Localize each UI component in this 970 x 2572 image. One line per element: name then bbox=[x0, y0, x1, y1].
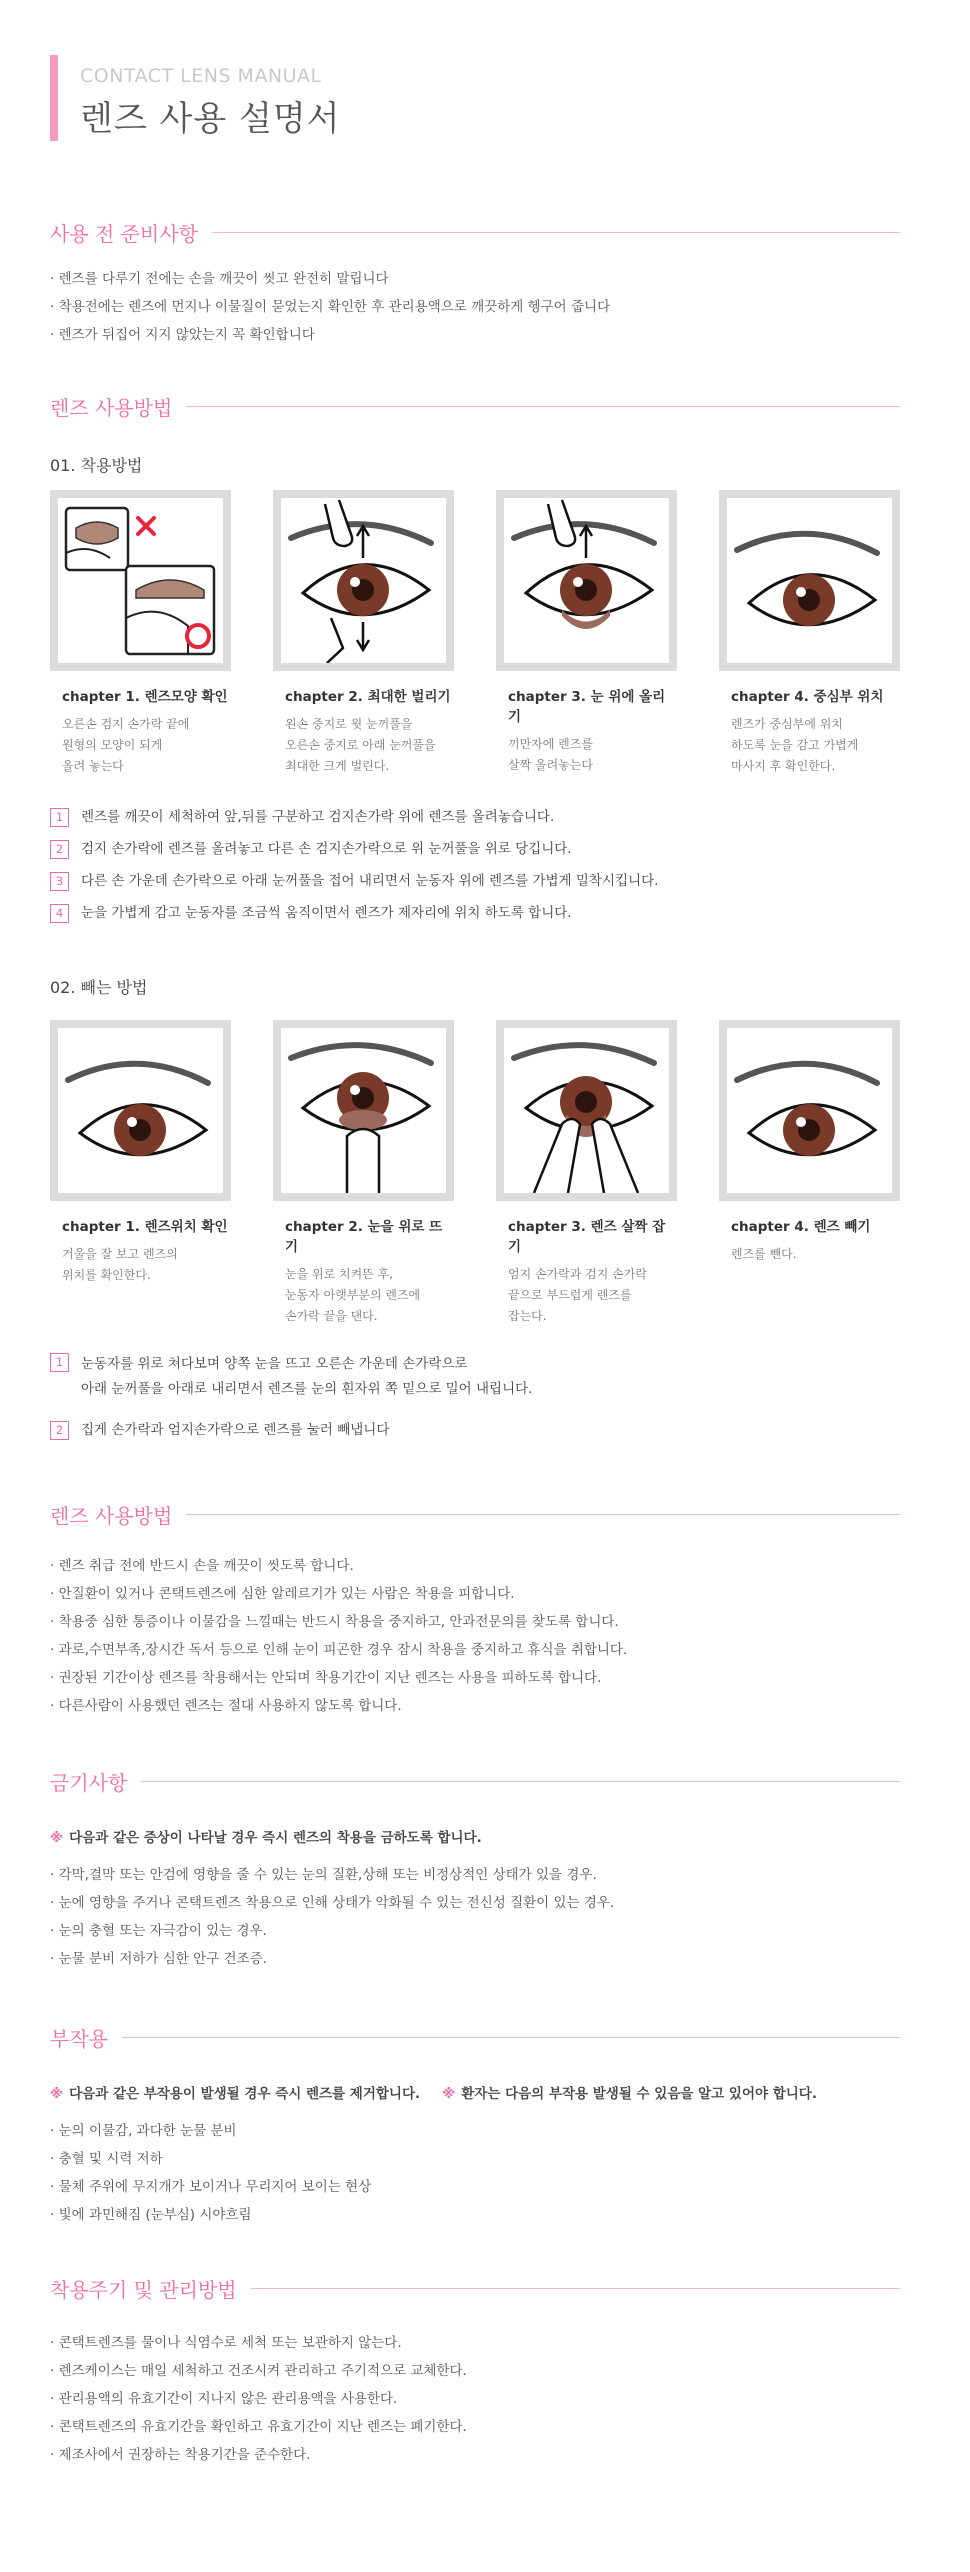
pinch-lens-illustration bbox=[496, 1020, 677, 1201]
list-item: · 눈에 영향을 주거나 콘택트렌즈 착용으로 인해 상태가 악화될 수 있는 전신성 질환이 있는 경우. bbox=[50, 1889, 910, 1917]
lens-on-eye-illustration bbox=[496, 490, 677, 671]
list-item: · 착용중 심한 통증이나 이물감을 느낄때는 반드시 착용을 중지하고, 안과전문의를 찾도록 합니다. bbox=[50, 1608, 910, 1636]
list-item: · 눈물 분비 저하가 심한 안구 건조증. bbox=[50, 1945, 910, 1973]
list-item: · 눈의 이물감, 과다한 눈물 분비 bbox=[50, 2117, 910, 2145]
look-up-illustration bbox=[273, 1020, 454, 1201]
wear-subtitle: 01. 착용방법 bbox=[50, 456, 143, 475]
eye-open-wide-illustration bbox=[273, 490, 454, 671]
list-item: · 제조사에서 권장하는 착용기간을 준수한다. bbox=[50, 2441, 910, 2469]
list-item: · 빛에 과민해짐 (눈부심) 시야흐림 bbox=[50, 2201, 910, 2229]
section-usage2-header bbox=[50, 1500, 900, 1529]
section-usage-title: 렌즈 사용방법 bbox=[50, 396, 173, 420]
list-item: · 렌즈케이스는 매일 세척하고 건조시켜 관리하고 주기적으로 교체한다. bbox=[50, 2357, 910, 2385]
card-desc: 왼손 중지로 윗 눈꺼풀을 오른손 중지로 아래 눈꺼풀을 최대한 크게 벌린다. bbox=[285, 717, 436, 773]
wear-cards bbox=[50, 490, 900, 777]
list-item: · 렌즈 취급 전에 반드시 손을 깨끗이 씻도록 합니다. bbox=[50, 1552, 910, 1580]
section-prohibit-title: 금기사항 bbox=[50, 1771, 128, 1795]
list-item: · 콘택트렌즈의 유효기간을 확인하고 유효기간이 지난 렌즈는 폐기한다. bbox=[50, 2413, 910, 2441]
divider bbox=[251, 2288, 900, 2289]
step-item bbox=[50, 807, 910, 827]
remove-cards bbox=[50, 1020, 900, 1327]
wear-steps bbox=[50, 807, 910, 935]
lens-centered-illustration bbox=[719, 490, 900, 671]
wear-card-3 bbox=[496, 490, 677, 777]
card-desc: 거울을 잘 보고 렌즈의 위치를 확인한다. bbox=[62, 1247, 178, 1282]
side-notice bbox=[50, 2082, 817, 2102]
list-item: · 권장된 기간이상 렌즈를 착용해서는 안되며 착용기간이 지난 렌즈는 사용을 피하도록 합니다. bbox=[50, 1664, 910, 1692]
step-item bbox=[50, 903, 910, 923]
list-item: · 렌즈를 다루기 전에는 손을 깨끗이 씻고 완전히 말립니다 bbox=[50, 265, 910, 293]
section-prep-header bbox=[50, 218, 900, 247]
list-item: · 각막,결막 또는 안검에 영향을 줄 수 있는 눈의 질환,상해 또는 비정상적인 상태가 있을 경우. bbox=[50, 1861, 910, 1889]
list-item: · 렌즈가 뒤집어 지지 않았는지 꼭 확인합니다 bbox=[50, 321, 910, 349]
step-number: 1 bbox=[50, 1353, 69, 1372]
divider bbox=[212, 232, 900, 233]
card-title: chapter 2. 눈을 위로 뜨기 bbox=[285, 1219, 443, 1255]
wear-card-2 bbox=[273, 490, 454, 777]
notice-mark: ※ bbox=[50, 1830, 64, 1846]
lens-position-illustration bbox=[50, 1020, 231, 1201]
section-care-title: 착용주기 및 관리방법 bbox=[50, 2278, 237, 2302]
card-title: chapter 1. 렌즈모양 확인 bbox=[62, 689, 228, 705]
wear-card-1 bbox=[50, 490, 231, 777]
step-number: 4 bbox=[50, 904, 69, 923]
divider bbox=[122, 2037, 900, 2038]
section-prohibit-header bbox=[50, 1767, 900, 1796]
remove-card-1 bbox=[50, 1020, 231, 1327]
section-prep-title: 사용 전 준비사항 bbox=[50, 222, 198, 246]
list-item: · 착용전에는 렌즈에 먼지나 이물질이 묻었는지 확인한 후 관리용액으로 깨끗하게 헹구어 줍니다 bbox=[50, 293, 910, 321]
page-subtitle: CONTACT LENS MANUAL bbox=[80, 65, 322, 87]
lens-check-illustration bbox=[50, 490, 231, 671]
list-item: · 관리용액의 유효기간이 지나지 않은 관리용액을 사용한다. bbox=[50, 2385, 910, 2413]
section-usage2-title: 렌즈 사용방법 bbox=[50, 1504, 173, 1528]
list-item: · 콘택트렌즈를 물이나 식염수로 세척 또는 보관하지 않는다. bbox=[50, 2329, 910, 2357]
step-text: 눈동자를 위로 쳐다보며 양쪽 눈을 뜨고 오른손 가운데 손가락으로 아래 눈꺼풀을 아래로 내리면서 렌즈를 눈의 흰자위 쪽 밑으로 밀어 내립니다. bbox=[81, 1356, 533, 1397]
list-item: · 눈의 충혈 또는 자극감이 있는 경우. bbox=[50, 1917, 910, 1945]
step-text: 집게 손가락과 엄지손가락으로 렌즈를 눌러 빼냅니다 bbox=[81, 1422, 390, 1438]
step-number: 2 bbox=[50, 1421, 69, 1440]
list-item: · 물체 주위에 무지개가 보이거나 무리지어 보이는 현상 bbox=[50, 2173, 910, 2201]
remove-card-3 bbox=[496, 1020, 677, 1327]
list-item: · 충혈 및 시력 저하 bbox=[50, 2145, 910, 2173]
step-text: 검지 손가락에 렌즈를 올려놓고 다른 손 검지손가락으로 위 눈꺼풀을 위로 당깁니다. bbox=[81, 841, 572, 857]
remove-subtitle: 02. 빼는 방법 bbox=[50, 978, 148, 997]
step-item bbox=[50, 839, 910, 859]
step-text: 렌즈를 깨끗이 세척하여 앞,뒤를 구분하고 검지손가락 위에 렌즈를 올려놓습니다. bbox=[81, 809, 555, 825]
section-usage-header bbox=[50, 392, 900, 421]
section-side-header bbox=[50, 2023, 900, 2052]
card-desc: 오른손 검지 손가락 끝에 원형의 모양이 되게 올려 놓는다 bbox=[62, 717, 190, 773]
side-list bbox=[50, 2117, 910, 2229]
card-desc: 렌즈를 뺀다. bbox=[731, 1247, 797, 1261]
list-item: · 안질환이 있거나 콘택트렌즈에 심한 알레르기가 있는 사람은 착용을 피합니다. bbox=[50, 1580, 910, 1608]
card-title: chapter 4. 중심부 위치 bbox=[731, 689, 884, 705]
step-number: 2 bbox=[50, 840, 69, 859]
section-care-header bbox=[50, 2274, 900, 2303]
notice-text: 다음과 같은 증상이 나타날 경우 즉시 렌즈의 착용을 금하도록 합니다. bbox=[69, 1830, 482, 1846]
step-text: 다른 손 가운데 손가락으로 아래 눈꺼풀을 접어 내리면서 눈동자 위에 렌즈를 가볍게 밀착시킵니다. bbox=[81, 873, 659, 889]
section-side-title: 부작용 bbox=[50, 2027, 108, 2051]
care-list bbox=[50, 2329, 910, 2469]
divider bbox=[186, 406, 900, 407]
usage2-list bbox=[50, 1552, 910, 1720]
card-title: chapter 4. 렌즈 빼기 bbox=[731, 1219, 871, 1235]
step-number: 1 bbox=[50, 808, 69, 827]
list-item: · 과로,수면부족,장시간 독서 등으로 인해 눈이 피곤한 경우 잠시 착용을 중지하고 휴식을 취합니다. bbox=[50, 1636, 910, 1664]
step-item bbox=[50, 1352, 910, 1402]
remove-card-2 bbox=[273, 1020, 454, 1327]
prep-list bbox=[50, 265, 910, 349]
page-header bbox=[50, 55, 341, 141]
page-title: 렌즈 사용 설명서 bbox=[80, 99, 341, 139]
lens-removed-illustration bbox=[719, 1020, 900, 1201]
step-item bbox=[50, 871, 910, 891]
divider bbox=[141, 1781, 900, 1782]
notice-text: 환자는 다음의 부작용 발생될 수 있음을 알고 있어야 합니다. bbox=[461, 2086, 817, 2102]
card-title: chapter 1. 렌즈위치 확인 bbox=[62, 1219, 228, 1235]
card-title: chapter 3. 눈 위에 올리기 bbox=[508, 689, 666, 725]
divider bbox=[186, 1514, 900, 1515]
card-desc: 끼만자에 렌즈를 살짝 올려놓는다 bbox=[508, 737, 593, 772]
step-number: 3 bbox=[50, 872, 69, 891]
step-text: 눈을 가볍게 감고 눈동자를 조금씩 움직이면서 렌즈가 제자리에 위치 하도록 합니다. bbox=[81, 905, 572, 921]
card-desc: 렌즈가 중심부에 위치 하도록 눈을 감고 가볍게 마사지 후 확인한다. bbox=[731, 717, 859, 773]
remove-card-4 bbox=[719, 1020, 900, 1327]
step-item bbox=[50, 1420, 910, 1440]
card-desc: 엄지 손가락과 검지 손가락 끝으로 부드럽게 렌즈를 잡는다. bbox=[508, 1267, 647, 1323]
notice-mark: ※ bbox=[50, 2086, 64, 2102]
notice-text: 다음과 같은 부작용이 발생될 경우 즉시 렌즈를 제거합니다. bbox=[69, 2086, 421, 2102]
prohibit-list bbox=[50, 1861, 910, 1973]
card-title: chapter 2. 최대한 벌리기 bbox=[285, 689, 451, 705]
notice-mark: ※ bbox=[442, 2086, 456, 2102]
prohibit-notice bbox=[50, 1826, 482, 1846]
remove-steps bbox=[50, 1352, 910, 1452]
card-title: chapter 3. 렌즈 살짝 잡기 bbox=[508, 1219, 666, 1255]
card-desc: 눈을 위로 치켜뜬 후, 눈동자 아랫부분의 렌즈에 손가락 끝을 댄다. bbox=[285, 1267, 421, 1323]
wear-card-4 bbox=[719, 490, 900, 777]
list-item: · 다른사람이 사용했던 렌즈는 절대 사용하지 않도록 합니다. bbox=[50, 1692, 910, 1720]
